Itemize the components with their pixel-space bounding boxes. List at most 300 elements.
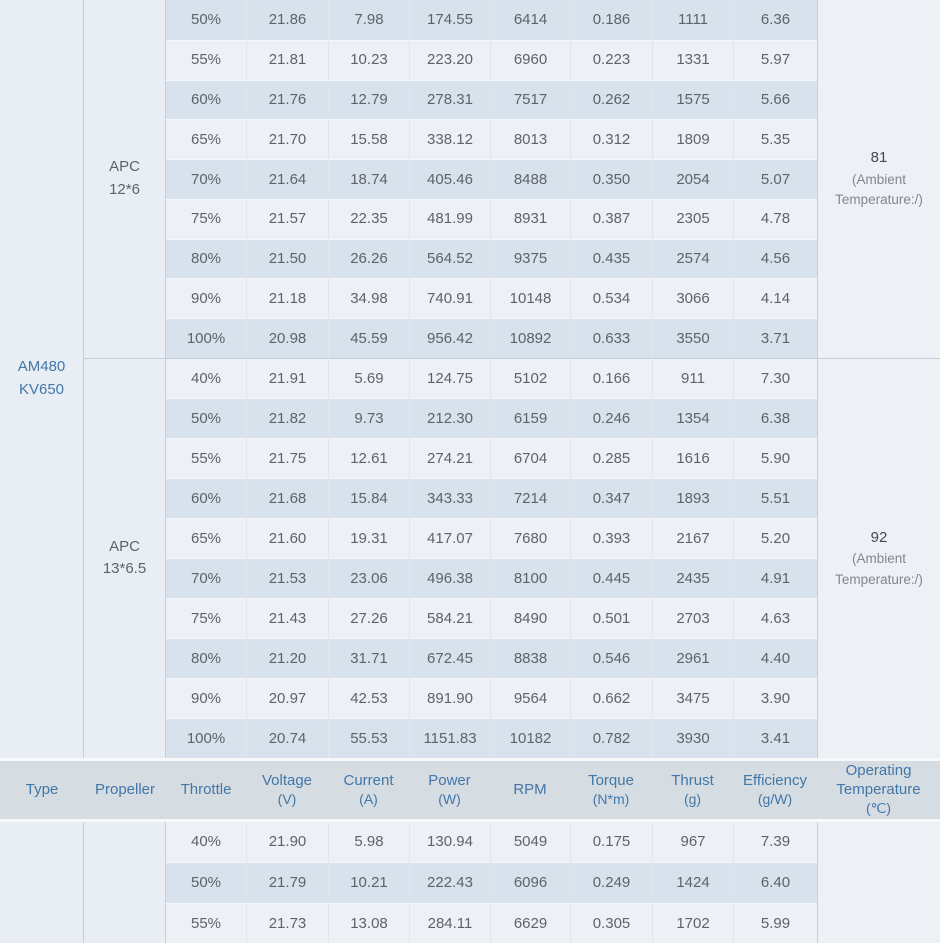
efficiency-value: 3.90 (760, 689, 791, 707)
torque-value: 0.249 (592, 874, 631, 892)
rpm-value: 10892 (509, 329, 552, 347)
voltage-value: 21.57 (268, 210, 307, 228)
power-value: 130.94 (427, 833, 473, 851)
power-cell (409, 903, 490, 943)
rpm-value: 8488 (513, 170, 548, 188)
column-header-label: Type (25, 780, 59, 798)
torque-cell (570, 0, 652, 40)
torque-value: 0.350 (592, 170, 631, 188)
efficiency-value: 5.20 (760, 529, 791, 547)
propeller-label: APC 12*6 (109, 158, 140, 198)
voltage-value: 21.79 (268, 874, 307, 892)
efficiency-value: 7.30 (760, 369, 791, 387)
torque-value: 0.246 (592, 409, 631, 427)
throttle-value: 70% (190, 569, 222, 587)
thrust-cell (652, 159, 733, 199)
type-cell (0, 0, 84, 758)
efficiency-value: 4.14 (760, 289, 791, 307)
current-cell (328, 478, 409, 518)
power-cell (409, 518, 490, 558)
efficiency-value: 5.99 (760, 914, 791, 932)
throttle-value: 100% (186, 729, 226, 747)
voltage-cell (246, 638, 328, 678)
column-header-label: Voltage (261, 771, 313, 789)
rpm-value: 7680 (513, 529, 548, 547)
column-header-unit: (g/W) (757, 790, 793, 807)
efficiency-cell (733, 358, 817, 398)
efficiency-value: 5.90 (760, 449, 791, 467)
efficiency-cell (733, 0, 817, 40)
thrust-cell (652, 358, 733, 398)
voltage-cell (246, 318, 328, 358)
rpm-value: 5102 (513, 369, 548, 387)
current-value: 13.08 (350, 914, 388, 932)
efficiency-value: 5.66 (760, 91, 791, 109)
thrust-cell (652, 199, 733, 239)
column-header-unit: (V) (277, 790, 297, 807)
torque-cell (570, 478, 652, 518)
power-cell (409, 80, 490, 120)
efficiency-cell (733, 119, 817, 159)
throttle-value: 50% (190, 409, 222, 427)
thrust-value: 3475 (676, 689, 710, 707)
power-value: 405.46 (427, 170, 473, 188)
current-value: 45.59 (350, 329, 388, 347)
throttle-cell (166, 903, 246, 943)
current-value: 26.26 (350, 250, 388, 268)
column-header-label: Thrust (671, 771, 714, 789)
torque-cell (570, 199, 652, 239)
power-cell (409, 718, 490, 758)
voltage-cell (246, 239, 328, 279)
thrust-cell (652, 822, 733, 862)
power-value: 223.20 (427, 51, 473, 69)
thrust-value: 2961 (676, 649, 710, 667)
power-cell (409, 438, 490, 478)
torque-value: 0.435 (592, 250, 631, 268)
power-cell (409, 822, 490, 862)
throttle-value: 55% (190, 449, 222, 467)
power-cell (409, 159, 490, 199)
current-value: 10.23 (350, 51, 388, 69)
power-cell (409, 239, 490, 279)
throttle-cell (166, 239, 246, 279)
power-value: 124.75 (427, 369, 473, 387)
column-header-label: Torque (588, 771, 634, 789)
efficiency-value: 7.39 (760, 833, 791, 851)
header-efficiency (733, 758, 817, 822)
throttle-value: 60% (190, 489, 222, 507)
current-cell (328, 638, 409, 678)
power-value: 222.43 (427, 874, 473, 892)
torque-cell (570, 822, 652, 862)
rpm-value: 8490 (513, 609, 548, 627)
throttle-cell (166, 598, 246, 638)
torque-value: 0.387 (592, 210, 631, 228)
rpm-cell (490, 40, 570, 80)
throttle-cell (166, 478, 246, 518)
header-torque (570, 758, 652, 822)
power-value: 956.42 (427, 329, 473, 347)
temperature-value: 81 (870, 149, 888, 167)
current-cell (328, 822, 409, 862)
current-value: 31.71 (350, 649, 388, 667)
torque-value: 0.546 (592, 649, 631, 667)
torque-value: 0.262 (592, 91, 631, 109)
thrust-cell (652, 318, 733, 358)
torque-value: 0.633 (592, 329, 631, 347)
temperature-value: 92 (870, 528, 888, 546)
efficiency-value: 6.38 (760, 409, 791, 427)
voltage-value: 21.60 (268, 529, 307, 547)
thrust-value: 1616 (676, 449, 710, 467)
rpm-cell (490, 398, 570, 438)
current-cell (328, 438, 409, 478)
torque-value: 0.534 (592, 289, 631, 307)
current-value: 19.31 (350, 529, 388, 547)
efficiency-cell (733, 862, 817, 902)
current-value: 12.61 (350, 449, 388, 467)
efficiency-value: 5.07 (760, 170, 791, 188)
throttle-cell (166, 80, 246, 120)
current-cell (328, 40, 409, 80)
rpm-value: 6414 (513, 11, 548, 29)
throttle-cell (166, 438, 246, 478)
torque-cell (570, 239, 652, 279)
rpm-value: 6960 (513, 51, 548, 69)
power-value: 564.52 (427, 250, 473, 268)
throttle-cell (166, 318, 246, 358)
voltage-value: 21.43 (268, 609, 307, 627)
power-value: 1151.83 (423, 729, 477, 747)
rpm-cell (490, 278, 570, 318)
thrust-cell (652, 678, 733, 718)
voltage-cell (246, 358, 328, 398)
torque-cell (570, 558, 652, 598)
efficiency-cell (733, 40, 817, 80)
type-cell-empty (0, 822, 84, 943)
power-cell (409, 358, 490, 398)
efficiency-cell (733, 718, 817, 758)
current-value: 34.98 (350, 289, 388, 307)
voltage-value: 21.68 (268, 489, 307, 507)
column-header-unit: (g) (683, 790, 702, 807)
thrust-value: 3550 (676, 329, 710, 347)
efficiency-value: 5.51 (760, 489, 791, 507)
thrust-value: 2167 (676, 529, 710, 547)
current-value: 27.26 (350, 609, 388, 627)
rpm-cell (490, 159, 570, 199)
thrust-value: 967 (680, 833, 706, 851)
power-value: 496.38 (427, 569, 473, 587)
torque-cell (570, 40, 652, 80)
throttle-value: 90% (190, 689, 222, 707)
voltage-value: 21.81 (268, 51, 307, 69)
efficiency-cell (733, 239, 817, 279)
torque-value: 0.312 (592, 130, 631, 148)
column-header-label: Power (428, 771, 471, 789)
power-value: 338.12 (427, 130, 473, 148)
voltage-value: 21.75 (268, 449, 307, 467)
rpm-value: 9564 (513, 689, 548, 707)
thrust-cell (652, 0, 733, 40)
voltage-value: 21.53 (268, 569, 307, 587)
thrust-cell (652, 903, 733, 943)
column-header-label: Operating Temperature (836, 762, 921, 799)
torque-cell (570, 678, 652, 718)
header-current (328, 758, 409, 822)
thrust-value: 1893 (676, 489, 710, 507)
voltage-value: 21.76 (268, 91, 307, 109)
efficiency-value: 6.40 (760, 874, 791, 892)
efficiency-value: 4.56 (760, 250, 791, 268)
thrust-value: 2574 (676, 250, 710, 268)
power-cell (409, 862, 490, 902)
current-cell (328, 80, 409, 120)
voltage-cell (246, 518, 328, 558)
torque-cell (570, 358, 652, 398)
power-value: 278.31 (427, 91, 473, 109)
current-cell (328, 199, 409, 239)
throttle-cell (166, 638, 246, 678)
power-cell (409, 558, 490, 598)
rpm-cell (490, 518, 570, 558)
header-type (0, 758, 84, 822)
current-value: 7.98 (354, 11, 384, 29)
efficiency-value: 4.63 (760, 609, 791, 627)
thrust-cell (652, 398, 733, 438)
current-value: 22.35 (350, 210, 388, 228)
rpm-cell (490, 0, 570, 40)
voltage-value: 21.20 (268, 649, 307, 667)
throttle-value: 55% (190, 51, 222, 69)
torque-value: 0.501 (592, 609, 631, 627)
power-value: 891.90 (427, 689, 473, 707)
thrust-cell (652, 518, 733, 558)
header-temperature (817, 758, 940, 822)
throttle-cell (166, 358, 246, 398)
torque-value: 0.305 (592, 914, 631, 932)
throttle-value: 80% (190, 250, 222, 268)
rpm-cell (490, 199, 570, 239)
throttle-value: 60% (190, 91, 222, 109)
efficiency-cell (733, 478, 817, 518)
efficiency-cell (733, 678, 817, 718)
current-cell (328, 903, 409, 943)
current-value: 18.74 (350, 170, 388, 188)
column-header-unit: (A) (359, 790, 378, 807)
temperature-cell (817, 0, 940, 358)
power-value: 174.55 (427, 11, 473, 29)
torque-value: 0.285 (592, 449, 631, 467)
torque-value: 0.782 (592, 729, 631, 747)
header-voltage (246, 758, 328, 822)
throttle-cell (166, 678, 246, 718)
thrust-cell (652, 638, 733, 678)
temperature-cell (817, 358, 940, 758)
current-cell (328, 558, 409, 598)
power-value: 740.91 (427, 289, 473, 307)
type-label: AM480 KV650 (17, 358, 66, 398)
rpm-cell (490, 318, 570, 358)
throttle-cell (166, 278, 246, 318)
current-cell (328, 718, 409, 758)
throttle-value: 90% (190, 289, 222, 307)
power-value: 481.99 (427, 210, 473, 228)
power-value: 343.33 (427, 489, 473, 507)
rpm-cell (490, 862, 570, 902)
throttle-cell (166, 159, 246, 199)
current-value: 42.53 (350, 689, 388, 707)
torque-value: 0.347 (592, 489, 631, 507)
rpm-cell (490, 358, 570, 398)
torque-cell (570, 598, 652, 638)
column-header-label: Current (343, 771, 394, 789)
voltage-value: 21.82 (268, 409, 307, 427)
rpm-value: 6159 (513, 409, 548, 427)
torque-cell (570, 438, 652, 478)
efficiency-cell (733, 318, 817, 358)
thrust-value: 2305 (676, 210, 710, 228)
voltage-cell (246, 822, 328, 862)
torque-cell (570, 398, 652, 438)
rpm-value: 6629 (513, 914, 548, 932)
voltage-cell (246, 119, 328, 159)
torque-cell (570, 278, 652, 318)
voltage-cell (246, 159, 328, 199)
power-value: 284.11 (427, 914, 473, 932)
throttle-value: 40% (190, 369, 222, 387)
torque-cell (570, 718, 652, 758)
current-cell (328, 598, 409, 638)
torque-cell (570, 518, 652, 558)
power-cell (409, 119, 490, 159)
throttle-value: 50% (190, 11, 222, 29)
current-cell (328, 239, 409, 279)
voltage-cell (246, 678, 328, 718)
voltage-value: 21.73 (268, 914, 307, 932)
efficiency-cell (733, 398, 817, 438)
thrust-value: 2435 (676, 569, 710, 587)
thrust-cell (652, 278, 733, 318)
thrust-cell (652, 718, 733, 758)
thrust-value: 911 (681, 369, 705, 387)
propeller-cell (84, 822, 166, 943)
thrust-cell (652, 558, 733, 598)
voltage-value: 21.18 (268, 289, 307, 307)
voltage-value: 20.98 (268, 329, 307, 347)
thrust-value: 3930 (676, 729, 710, 747)
torque-cell (570, 80, 652, 120)
efficiency-value: 5.35 (760, 130, 791, 148)
torque-value: 0.186 (592, 11, 631, 29)
voltage-cell (246, 278, 328, 318)
current-value: 15.84 (350, 489, 388, 507)
efficiency-cell (733, 199, 817, 239)
voltage-value: 21.50 (268, 250, 307, 268)
voltage-value: 20.74 (268, 729, 307, 747)
current-cell (328, 159, 409, 199)
efficiency-value: 3.41 (760, 729, 791, 747)
torque-cell (570, 638, 652, 678)
torque-cell (570, 119, 652, 159)
voltage-value: 21.64 (268, 170, 307, 188)
efficiency-value: 5.97 (760, 51, 791, 69)
torque-value: 0.445 (592, 569, 631, 587)
column-header-label: Propeller (94, 780, 156, 798)
efficiency-cell (733, 438, 817, 478)
power-cell (409, 398, 490, 438)
rpm-value: 8838 (513, 649, 548, 667)
efficiency-cell (733, 80, 817, 120)
torque-cell (570, 903, 652, 943)
thrust-cell (652, 40, 733, 80)
torque-value: 0.393 (592, 529, 631, 547)
rpm-cell (490, 903, 570, 943)
power-cell (409, 318, 490, 358)
column-header-label: RPM (513, 780, 547, 798)
thrust-value: 3066 (676, 289, 710, 307)
throttle-value: 70% (190, 170, 222, 188)
thrust-cell (652, 119, 733, 159)
thrust-cell (652, 862, 733, 902)
current-cell (328, 0, 409, 40)
voltage-cell (246, 438, 328, 478)
rpm-cell (490, 239, 570, 279)
efficiency-value: 4.78 (760, 210, 791, 228)
column-header-unit: (W) (438, 790, 461, 807)
rpm-cell (490, 822, 570, 862)
torque-value: 0.223 (592, 51, 631, 69)
header-thrust (652, 758, 733, 822)
voltage-cell (246, 903, 328, 943)
rpm-cell (490, 558, 570, 598)
throttle-cell (166, 822, 246, 862)
throttle-value: 75% (190, 609, 222, 627)
throttle-value: 100% (186, 329, 226, 347)
efficiency-cell (733, 822, 817, 862)
voltage-cell (246, 862, 328, 902)
power-value: 417.07 (427, 529, 473, 547)
temperature-note: (Ambient Temperature:/) (835, 171, 923, 208)
power-cell (409, 278, 490, 318)
efficiency-cell (733, 159, 817, 199)
current-cell (328, 678, 409, 718)
current-cell (328, 398, 409, 438)
power-value: 672.45 (427, 649, 473, 667)
rpm-value: 9375 (513, 250, 548, 268)
torque-value: 0.166 (592, 369, 631, 387)
thrust-value: 1331 (676, 51, 710, 69)
rpm-value: 6704 (513, 449, 548, 467)
torque-cell (570, 318, 652, 358)
throttle-cell (166, 558, 246, 598)
throttle-cell (166, 199, 246, 239)
power-value: 584.21 (427, 609, 473, 627)
throttle-value: 75% (190, 210, 222, 228)
voltage-cell (246, 478, 328, 518)
thrust-value: 2703 (676, 609, 710, 627)
power-cell (409, 678, 490, 718)
throttle-cell (166, 40, 246, 80)
efficiency-cell (733, 518, 817, 558)
current-cell (328, 278, 409, 318)
thrust-value: 1354 (676, 409, 710, 427)
voltage-value: 21.86 (268, 11, 307, 29)
header-propeller (84, 758, 166, 822)
thrust-cell (652, 438, 733, 478)
throttle-value: 40% (190, 833, 222, 851)
